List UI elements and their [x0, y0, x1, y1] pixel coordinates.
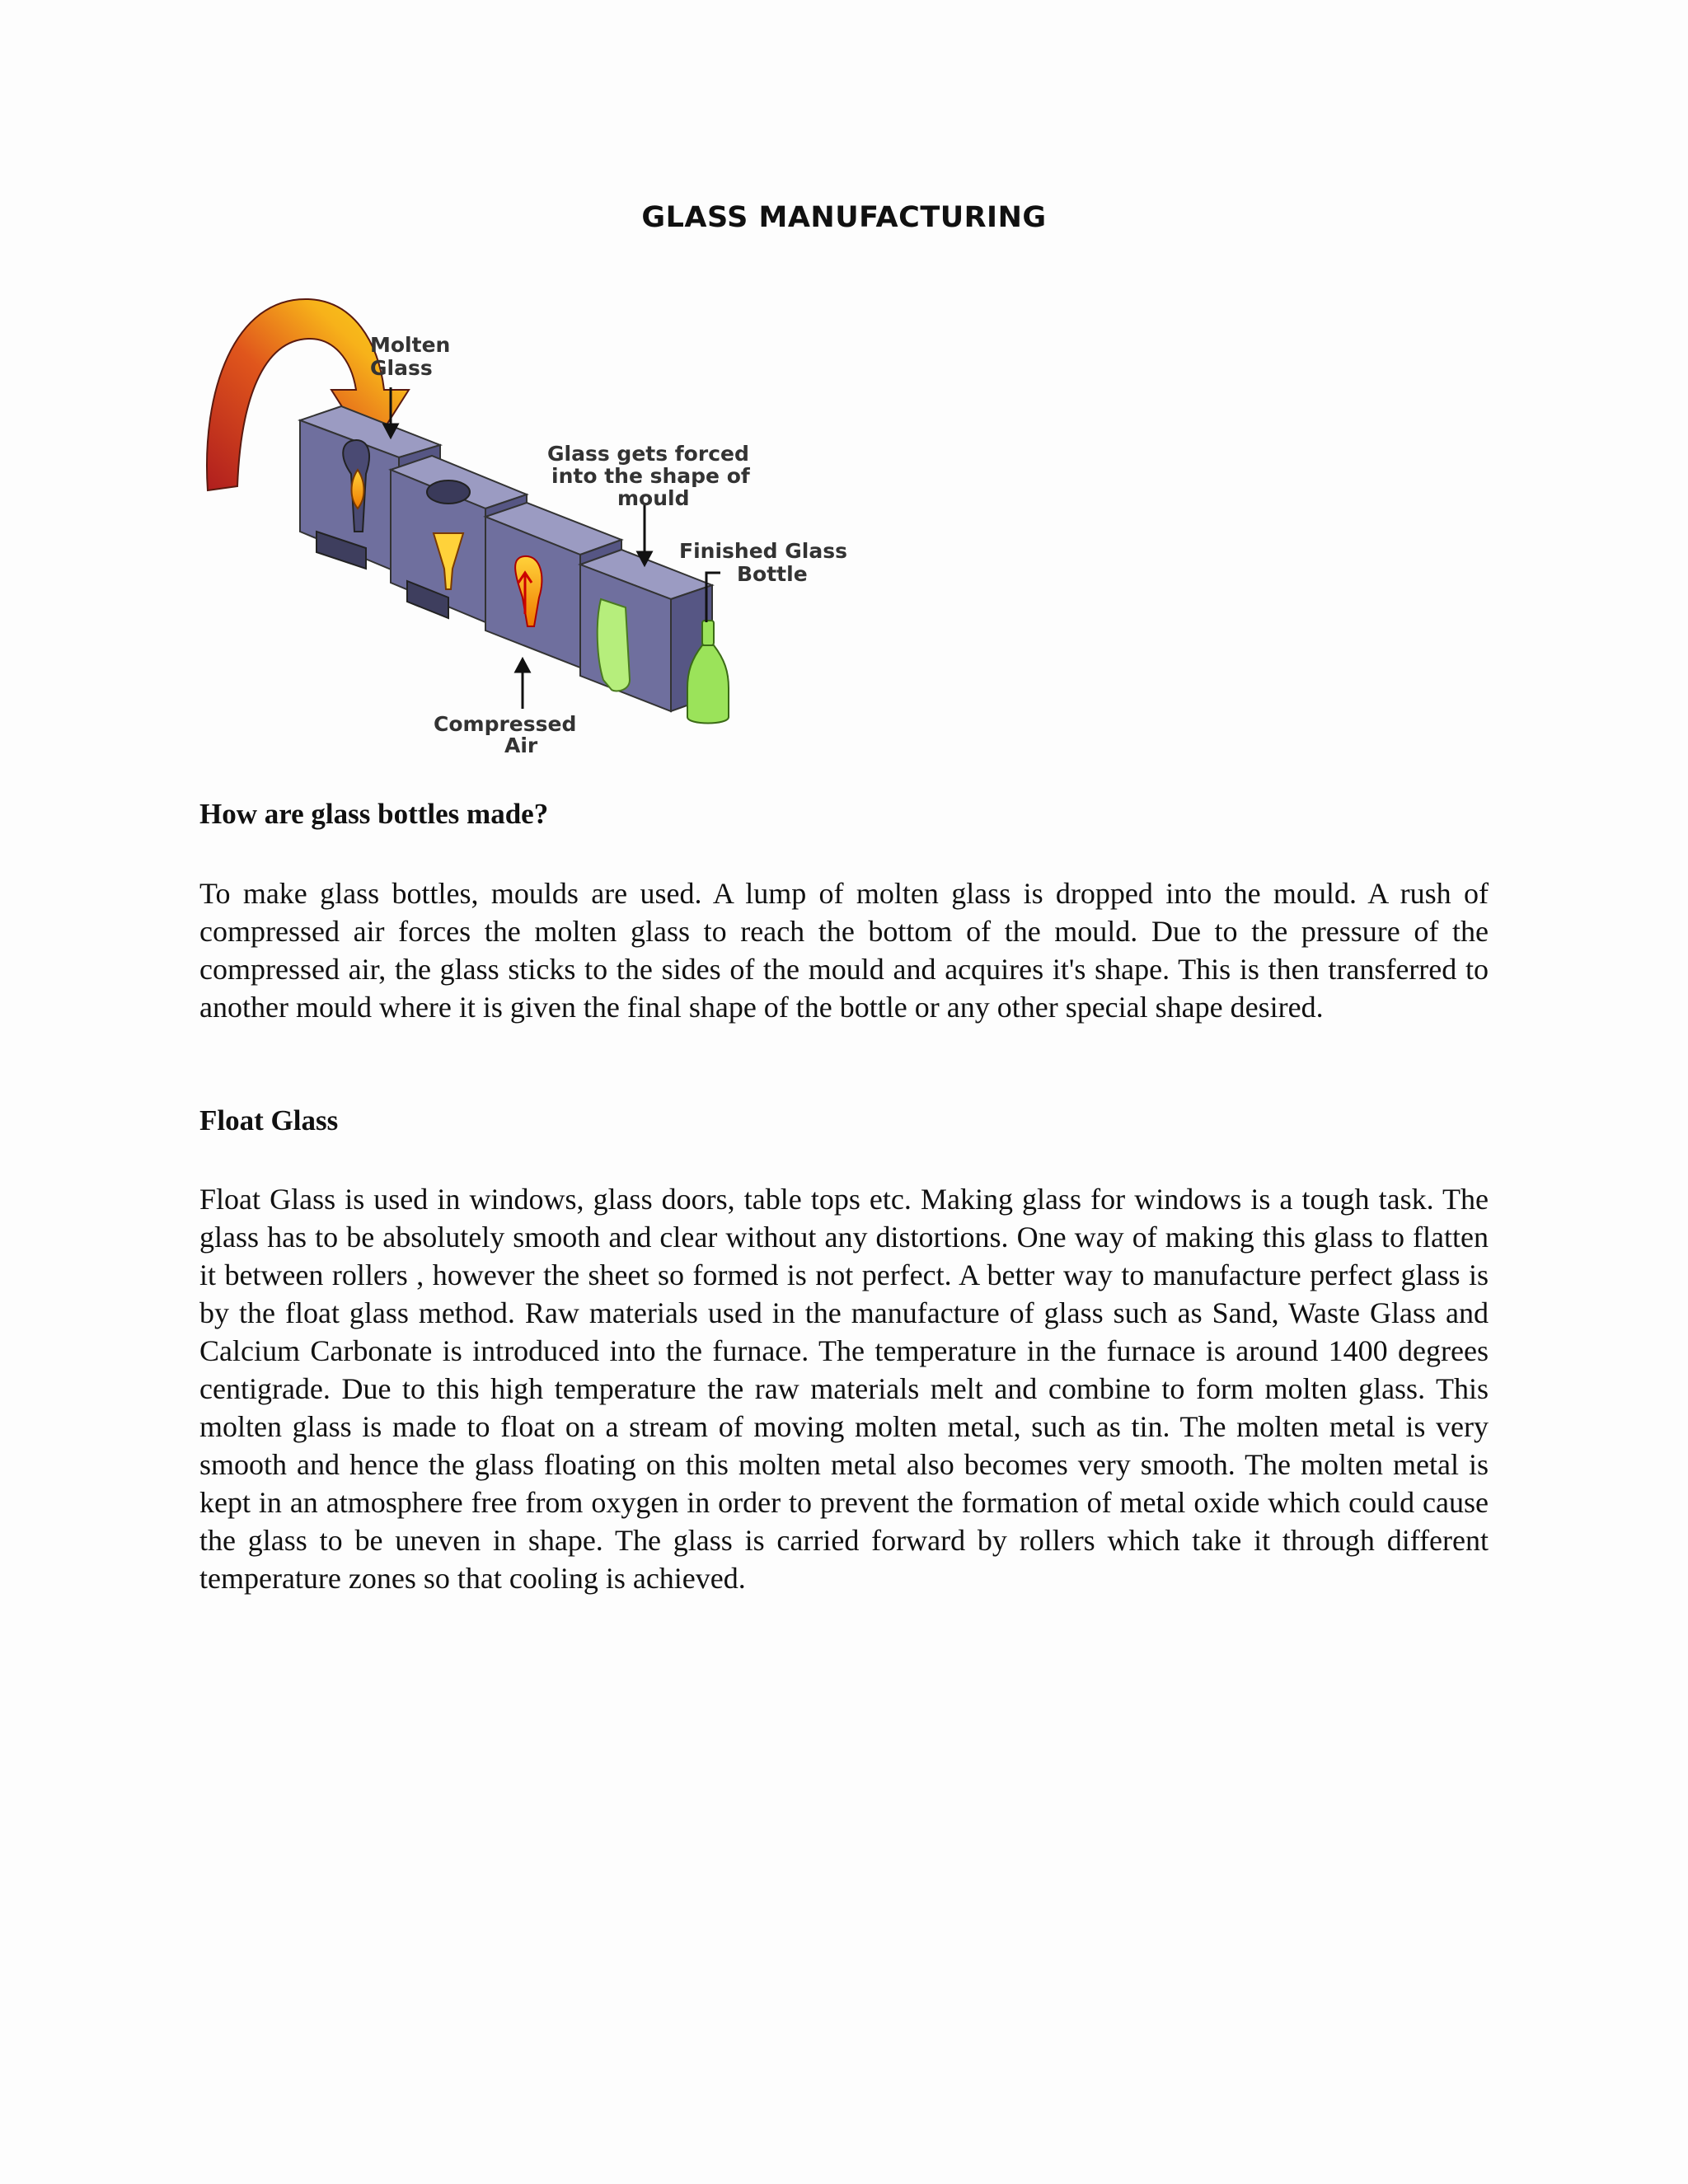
label-glass: Glass [370, 356, 433, 380]
label-compressed: Compressed [434, 712, 577, 736]
label-forced-3: mould [617, 486, 690, 510]
label-forced-1: Glass gets forced [547, 442, 749, 466]
section-heading-bottles: How are glass bottles made? [199, 798, 549, 830]
label-finished-1: Finished Glass [679, 539, 847, 563]
page-title: GLASS MANUFACTURING [641, 201, 1047, 234]
bottle-making-diagram [201, 293, 877, 762]
section-body-bottles: To make glass bottles, moulds are used. A lump of molten glass is dropped into the mould. A rush of compressed air forces the molten glass to reach the bottom of the mould. Due to the pressure of the compressed air, the glass sticks to the sides of the mould and acquires it's shape. This is then transferred to another mould where it is given the final shape of the bottle or any other special shape desired. [199, 877, 1489, 1024]
section-body-float-glass: Float Glass is used in windows, glass doors, table tops etc. Making glass for windows is a tough task. The glass has to be absolutely smooth and clear without any distortions. One way of making this glass to flatten it between rollers , however the sheet so formed is not perfect. A better way to manufacture perfect glass is by the float glass method. Raw materials used in the manufacture of glass such as Sand, Waste Glass and Calcium Carbonate is introduced into the furnace. The temperature in the furnace is around 1400 degrees centigrade. Due to this high temperature the raw materials melt and combine to form molten glass. This molten glass is made to float on a stream of moving molten metal, such as tin. The molten metal is very smooth and hence the glass floating on this molten metal also becomes very smooth. The molten metal is kept in an atmosphere free from oxygen in order to prevent the formation of metal oxide which could cause the glass to be uneven in shape. The glass is carried forward by rollers which take it through different temperature zones so that cooling is achieved. [199, 1183, 1489, 1595]
label-molten: Molten [370, 333, 451, 357]
section-heading-float-glass: Float Glass [199, 1104, 339, 1137]
label-forced-2: into the shape of [551, 464, 750, 488]
label-air: Air [504, 733, 538, 757]
label-finished-2: Bottle [737, 562, 808, 586]
